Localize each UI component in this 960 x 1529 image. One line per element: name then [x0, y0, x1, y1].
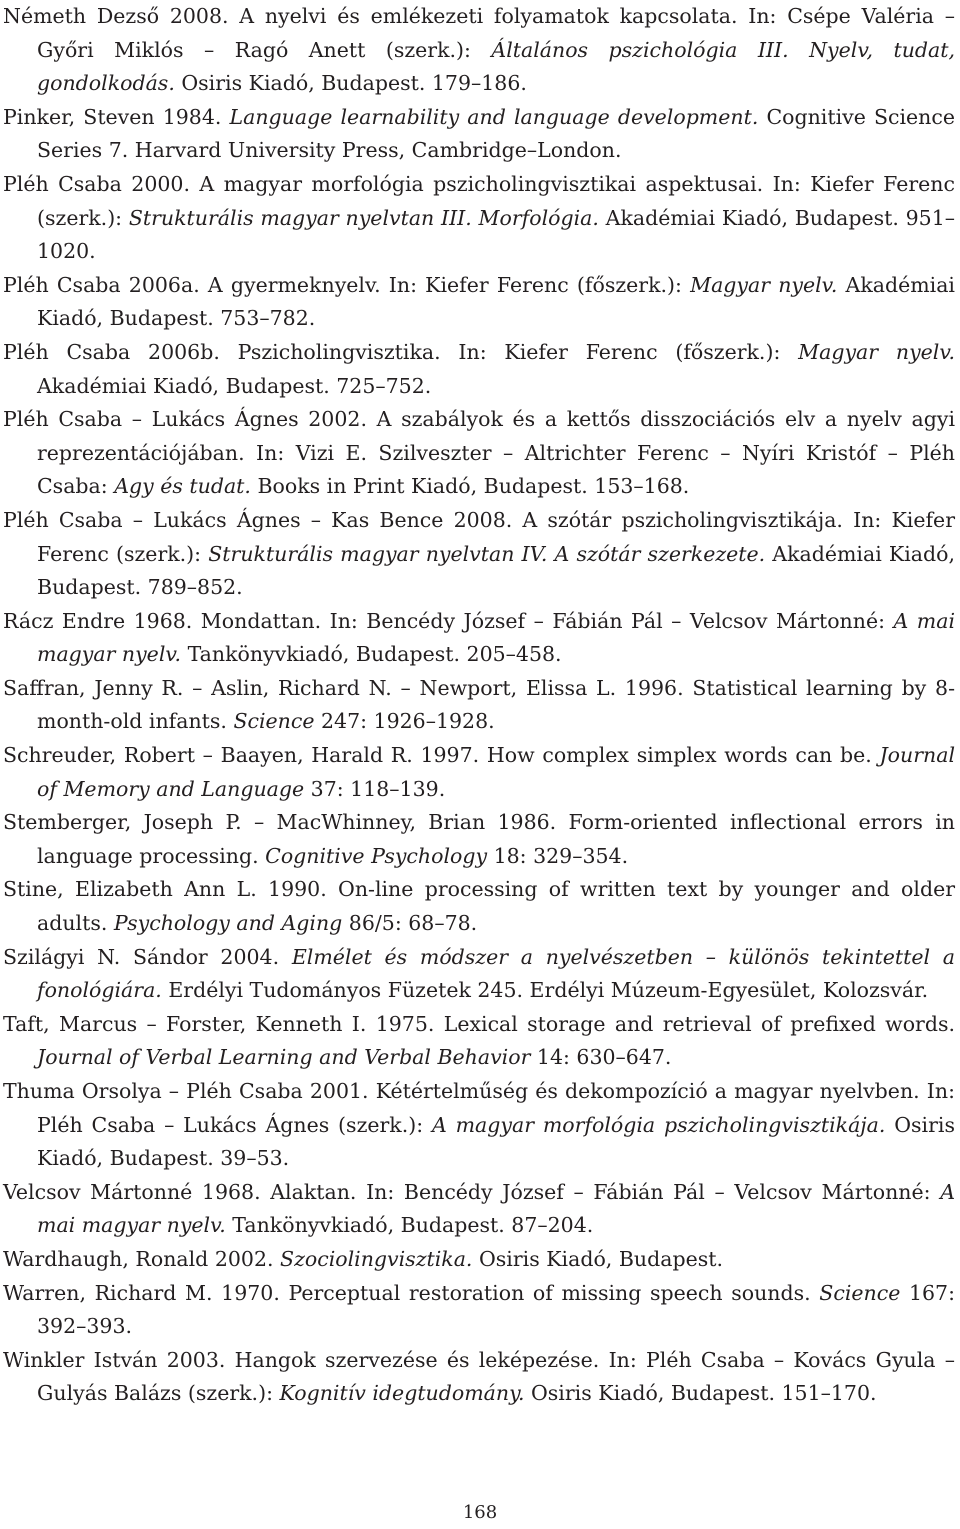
reference-text: Pléh Csaba – Lukács Ágnes – Kas Bence 2008. A szótár pszicholingvisztikája. In: Kiefer Ferenc (szerk.):: [3, 507, 955, 566]
reference-text: 86/5: 68–78.: [342, 911, 478, 936]
reference-text: Wardhaugh, Ronald 2002.: [3, 1246, 281, 1271]
reference-text: Pléh Csaba – Lukács Ágnes 2002. A szabályok és a kettős disszociációs elv a nyelv agyi reprezentációjában. In: Vizi E. Szilveszter – Altrichter Ferenc – Nyíri Kristóf – Pléh Csaba:: [3, 407, 955, 499]
reference-text: Németh Dezső 2008. A nyelvi és emlékezeti folyamatok kapcsolata. In: Csépe Valéria – Győri Miklós – Ragó Anett (szerk.):: [3, 4, 955, 62]
reference-text: Osiris Kiadó, Budapest. 39–53.: [37, 1112, 955, 1171]
reference-title-italic: Strukturális magyar nyelvtan III. Morfológia.: [128, 205, 599, 230]
reference-text: Erdélyi Tudományos Füzetek 245. Erdélyi Múzeum-Egyesület, Kolozsvár.: [161, 978, 929, 1003]
reference-text: 37: 118–139.: [304, 776, 446, 801]
reference-entry: [3, 672, 955, 739]
reference-text: Stemberger, Joseph P. – MacWhinney, Brian 1986. Form-oriented inflectional errors in language processing.: [3, 810, 955, 868]
reference-entry: [3, 739, 955, 806]
reference-entry: [3, 0, 955, 101]
reference-title-italic: Journal of Verbal Learning and Verbal Behavior: [37, 1045, 531, 1070]
reference-title-italic: Strukturális magyar nyelvtan IV. A szótár szerkezete.: [208, 541, 766, 566]
reference-title-italic: Cognitive Psychology: [265, 843, 488, 868]
reference-text: Saffran, Jenny R. – Aslin, Richard N. – Newport, Elissa L. 1996. Statistical learning by 8-month-old infants.: [3, 675, 955, 734]
reference-text: 247: 1926–1928.: [314, 709, 495, 734]
reference-text: Pléh Csaba 2006b. Pszicholingvisztika. In: Kiefer Ferenc (főszerk.):: [3, 339, 799, 364]
reference-title-italic: Általános pszichológia III. Nyelv, tudat, gondolkodás.: [37, 37, 955, 96]
reference-entry: [3, 873, 955, 940]
reference-text: Pinker, Steven 1984.: [3, 104, 230, 129]
reference-title-italic: Magyar nyelv.: [798, 339, 956, 364]
reference-text: Akadémiai Kiadó, Budapest. 789–852.: [37, 541, 955, 600]
reference-text: Tankönyvkiadó, Budapest. 87–204.: [225, 1213, 594, 1238]
reference-text: Pléh Csaba 2000. A magyar morfológia pszicholingvisztikai aspektusai. In: Kiefer Ferenc (szerk.):: [3, 171, 955, 230]
reference-title-italic: Agy és tudat.: [114, 474, 251, 499]
reference-title-italic: A mai magyar nyelv.: [37, 1179, 955, 1238]
reference-text: 167: 392–393.: [37, 1280, 955, 1339]
reference-entry: [3, 605, 955, 672]
reference-title-italic: Magyar nyelv.: [690, 272, 838, 297]
reference-title-italic: Language learnability and language development.: [229, 104, 759, 129]
reference-text: Winkler István 2003. Hangok szervezése és leképezése. In: Pléh Csaba – Kovács Gyula – Gulyás Balázs (szerk.):: [3, 1347, 955, 1406]
reference-text: Szilágyi N. Sándor 2004.: [3, 944, 292, 969]
reference-text: Taft, Marcus – Forster, Kenneth I. 1975. Lexical storage and retrieval of prefixed words.: [3, 1011, 955, 1036]
reference-title-italic: Kognitív idegtudomány.: [279, 1381, 525, 1406]
reference-text: Tankönyvkiadó, Budapest. 205–458.: [181, 642, 562, 667]
reference-text: Schreuder, Robert – Baayen, Harald R. 1997. How complex simplex words can be.: [3, 743, 880, 768]
reference-text: Akadémiai Kiadó, Budapest. 753–782.: [37, 272, 955, 331]
reference-entry: [3, 168, 955, 269]
reference-entry: [3, 1344, 955, 1411]
reference-entry: [3, 101, 955, 168]
reference-text: Cognitive Science Series 7. Harvard University Press, Cambridge–London.: [37, 104, 955, 163]
reference-text: Warren, Richard M. 1970. Perceptual restoration of missing speech sounds.: [3, 1280, 820, 1305]
reference-entry: [3, 1277, 955, 1344]
reference-text: Akadémiai Kiadó, Budapest. 951–1020.: [37, 205, 955, 264]
reference-text: 18: 329–354.: [487, 843, 629, 868]
reference-entry: [3, 806, 955, 873]
reference-title-italic: Psychology and Aging: [113, 911, 343, 936]
reference-entry: [3, 1008, 955, 1075]
reference-list: [3, 0, 955, 1411]
reference-entry: [3, 403, 955, 504]
reference-title-italic: A mai magyar nyelv.: [37, 608, 956, 667]
reference-title-italic: Science: [233, 709, 315, 734]
reference-text: Osiris Kiadó, Budapest. 151–170.: [524, 1381, 877, 1406]
reference-text: Stine, Elizabeth Ann L. 1990. On-line processing of written text by younger and older adults.: [3, 877, 955, 936]
reference-text: Velcsov Mártonné 1968. Alaktan. In: Bencédy József – Fábián Pál – Velcsov Mártonné:: [3, 1179, 941, 1204]
page-number: 168: [462, 1502, 498, 1523]
reference-title-italic: A magyar morfológia pszicholingvisztikája.: [431, 1112, 886, 1137]
reference-title-italic: Szociolingvisztika.: [280, 1246, 473, 1271]
reference-entry: [3, 941, 955, 1008]
reference-title-italic: Science: [819, 1280, 901, 1305]
reference-entry: [3, 269, 955, 336]
reference-text: Rácz Endre 1968. Mondattan. In: Bencédy József – Fábián Pál – Velcsov Mártonné:: [3, 608, 894, 633]
reference-title-italic: Journal of Memory and Language: [37, 743, 955, 801]
reference-entry: [3, 336, 955, 403]
reference-text: Akadémiai Kiadó, Budapest. 725–752.: [37, 373, 432, 398]
reference-text: Thuma Orsolya – Pléh Csaba 2001. Kétértelműség és dekompozíció a magyar nyelvben. In: Pléh Csaba – Lukács Ágnes (szerk.):: [3, 1079, 955, 1137]
reference-text: Pléh Csaba 2006a. A gyermeknyelv. In: Kiefer Ferenc (főszerk.):: [3, 272, 691, 297]
reference-entry: [3, 1176, 955, 1243]
reference-entry: [3, 504, 955, 605]
reference-entry: [3, 1243, 955, 1277]
reference-title-italic: Elmélet és módszer a nyelvészetben – különös tekintettel a fonológiára.: [37, 944, 955, 1003]
reference-entry: [3, 1075, 955, 1176]
reference-text: Osiris Kiadó, Budapest. 179–186.: [174, 71, 527, 96]
reference-text: 14: 630–647.: [530, 1045, 672, 1070]
reference-text: Books in Print Kiadó, Budapest. 153–168.: [250, 474, 690, 499]
reference-text: Osiris Kiadó, Budapest.: [472, 1246, 723, 1271]
